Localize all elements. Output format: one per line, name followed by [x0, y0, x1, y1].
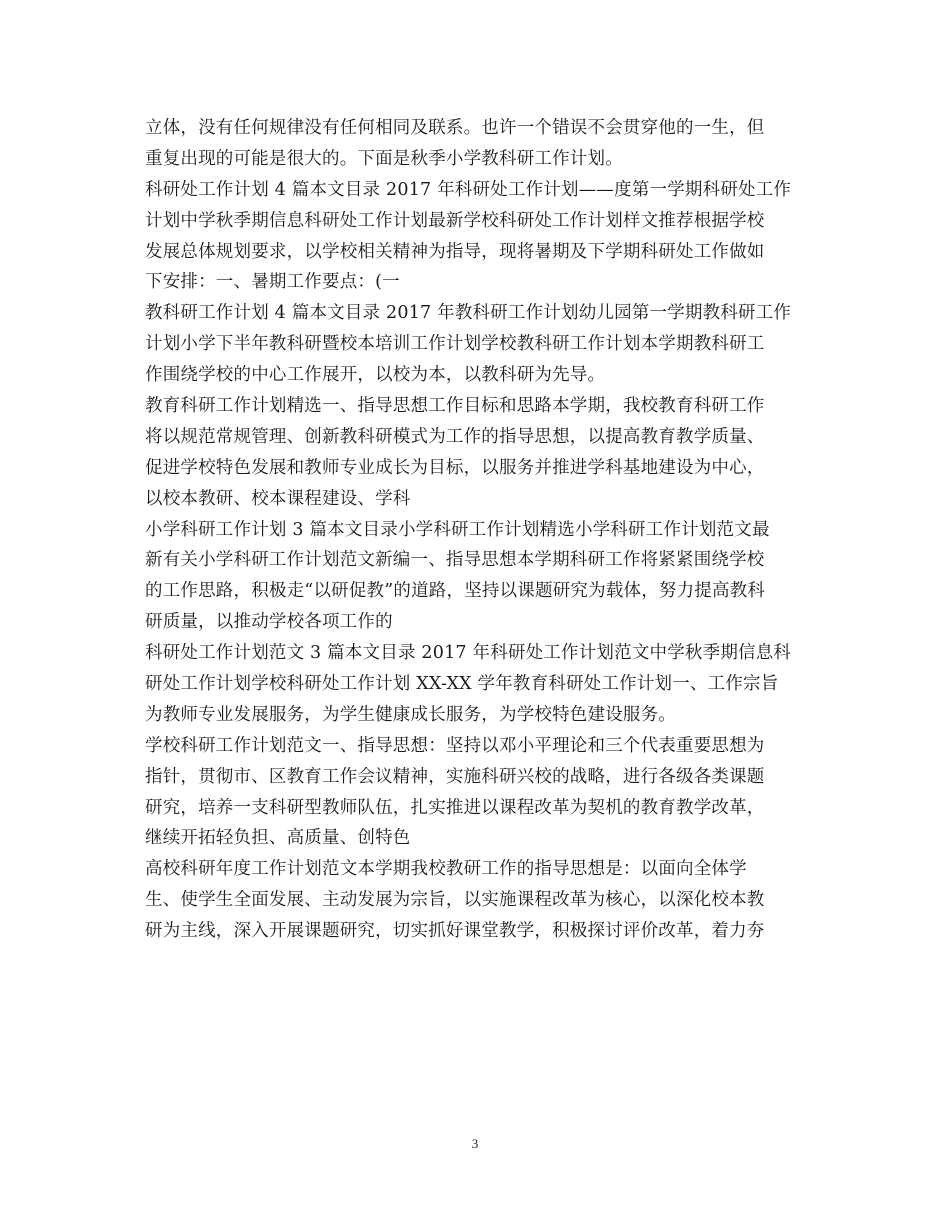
text-line: 计划小学下半年教科研暨校本培训工作计划学校教科研工作计划本学期教科研工 [145, 334, 765, 355]
text-line: 下安排：一、暑期工作要点：(一 [145, 272, 400, 293]
text-line: 立体，没有任何规律没有任何相同及联系。也许一个错误不会贯穿他的一生，但 [145, 118, 765, 138]
text-line: 指针，贯彻市、区教育工作会议精神，实施科研兴校的战略，进行各级各类课题 [145, 766, 765, 787]
text-line: 以校本教研、校本课程建设、学科 [145, 488, 411, 509]
text-line: 重复出现的可能是很大的。下面是秋季小学教科研工作计划。 [145, 148, 623, 169]
text-line: 小学科研工作计划 3 篇本文目录小学科研工作计划精选小学科研工作计划范文最 [145, 519, 770, 540]
text-line: 为教师专业发展服务，为学生健康成长服务，为学校特色建设服务。 [145, 704, 676, 725]
text-line: 生、使学生全面发展、主动发展为宗旨，以实施课程改革为核心，以深化校本教 [145, 890, 765, 911]
text-line: 发展总体规划要求，以学校相关精神为指导，现将暑期及下学期科研处工作做如 [145, 241, 765, 262]
text-line: 教科研工作计划 4 篇本文目录 2017 年教科研工作计划幼儿园第一学期教科研工作 [145, 303, 792, 324]
text-line: 研处工作计划学校科研处工作计划 XX-XX 学年教育科研处工作计划一、工作宗旨 [145, 674, 779, 695]
text-line: 教育科研工作计划精选一、指导思想工作目标和思路本学期，我校教育科研工作 [145, 396, 765, 417]
text-line: 科研处工作计划 4 篇本文目录 2017 年科研处工作计划——度第一学期科研处工作 [145, 179, 792, 200]
text-line: 新有关小学科研工作计划范文新编一、指导思想本学期科研工作将紧紧围绕学校 [145, 550, 765, 571]
text-line: 科研处工作计划范文 3 篇本文目录 2017 年科研处工作计划范文中学秋季期信息科 [145, 643, 792, 664]
text-line: 研质量，以推动学校各项工作的 [145, 612, 393, 633]
page-number: 3 [471, 1136, 479, 1151]
body-text [145, 113, 810, 947]
text-line: 的工作思路，积极走“以研促教”的道路，坚持以课题研究为载体，努力提高教科 [145, 581, 766, 602]
text-line: 研究，培养一支科研型教师队伍，扎实推进以课程改革为契机的教育教学改革， [145, 797, 765, 818]
text-line: 研为主线，深入开展课题研究，切实抓好课堂教学，积极探讨评价改革，着力夯 [145, 921, 765, 942]
text-line: 作围绕学校的中心工作展开，以校为本，以教科研为先导。 [145, 365, 606, 386]
text-line: 高校科研年度工作计划范文本学期我校教研工作的指导思想是：以面向全体学 [145, 859, 747, 880]
text-line: 继续开拓轻负担、高质量、创特色 [145, 828, 411, 849]
text-line: 计划中学秋季期信息科研处工作计划最新学校科研处工作计划样文推荐根据学校 [145, 210, 765, 231]
text-line: 学校科研工作计划范文一、指导思想：坚持以邓小平理论和三个代表重要思想为 [145, 735, 765, 756]
text-line: 将以规范常规管理、创新教科研模式为工作的指导思想，以提高教育教学质量、 [145, 426, 765, 447]
text-line: 促进学校特色发展和教师专业成长为目标，以服务并推进学科基地建设为中心， [145, 457, 765, 478]
